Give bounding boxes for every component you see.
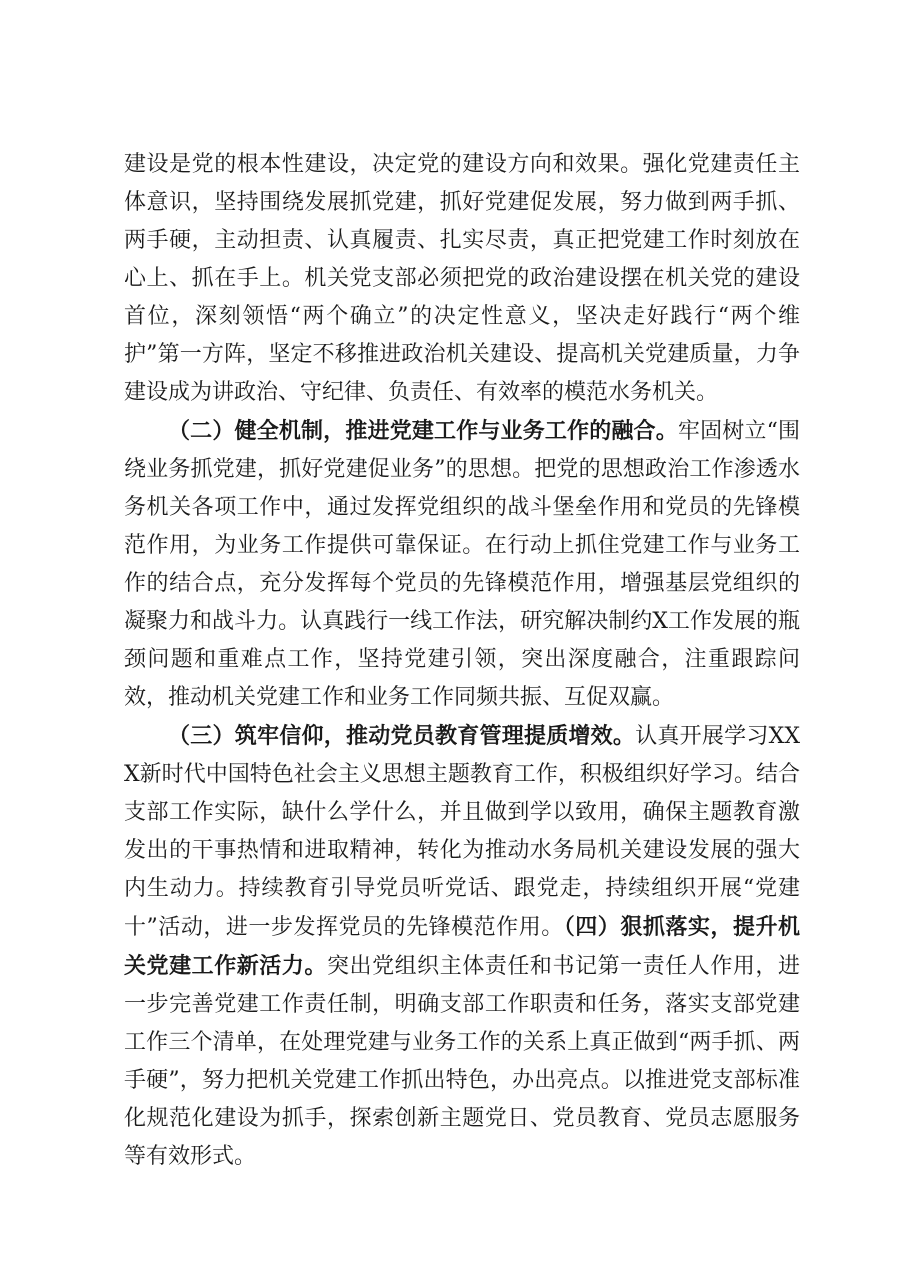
paragraph-4-heading: （四）狠抓落实，提升机关党建工作新活力。 xyxy=(124,914,800,979)
paragraph-2 xyxy=(124,412,800,717)
paragraph-1-body: 建设是党的根本性建设，决定党的建设方向和效果。强化党建责任主体意识，坚持围绕发展抓党建，抓好党建促发展，努力做到两手抓、两手硬，主动担责、认真履责、扎实尽责，真正把党建工作时刻放在心上、抓在手上。机关党支部必须把党的政治建设摆在机关党的建设首位，深刻领悟“两个确立”的决定性意义，坚决走好践行“两个维护”第一方阵，坚定不移推进政治机关建设、提高机关党建质量，力争建设成为讲政治、守纪律、负责任、有效率的模范水务机关。 xyxy=(124,152,800,405)
paragraph-3-heading: （三）筑牢信仰，推动党员教育管理提质增效。 xyxy=(168,723,636,749)
paragraph-4-body: 突出党组织主体责任和书记第一责任人作用，进一步完善党建工作责任制，明确支部工作职责和任务，落实支部党建工作三个清单，在处理党建与业务工作的关系上真正做到“两手抓、两手硬”，努力把机关党建工作抓出特色，办出亮点。以推进党支部标准化规范化建设为抓手，探索创新主题党日、党员教育、党员志愿服务等有效形式。 xyxy=(124,954,800,1169)
paragraph-3-body: 认真开展学习XXX新时代中国特色社会主义思想主题教育工作，积极组织好学习。结合支部工作实际，缺什么学什么，并且做到学以致用，确保主题教育激发出的干事热情和进取精神，转化为推动水务局机关建设发展的强大内生动力。持续教育引导党员听党话、跟党走，持续组织开展“党建十”活动，进一步发挥党员的先锋模范作用。 xyxy=(124,724,800,940)
document-body xyxy=(124,146,800,1176)
paragraph-2-body: 牢固树立“围绕业务抓党建，抓好党建促业务”的思想。把党的思想政治工作渗透水务机关各项工作中，通过发挥党组织的战斗堡垒作用和党员的先锋模范作用，为业务工作提供可靠保证。在行动上抓住党建工作与业务工作的结合点，充分发挥每个党员的先锋模范作用，增强基层党组织的凝聚力和战斗力。认真践行一线工作法，研究解决制约X工作发展的瓶颈问题和重难点工作，坚持党建引领，突出深度融合，注重跟踪问效，推动机关党建工作和业务工作同频共振、互促双赢。 xyxy=(124,419,800,710)
paragraph-3 xyxy=(124,717,800,1176)
paragraph-2-heading: （二）健全机制，推进党建工作与业务工作的融合。 xyxy=(168,418,678,444)
paragraph-1 xyxy=(124,146,800,412)
